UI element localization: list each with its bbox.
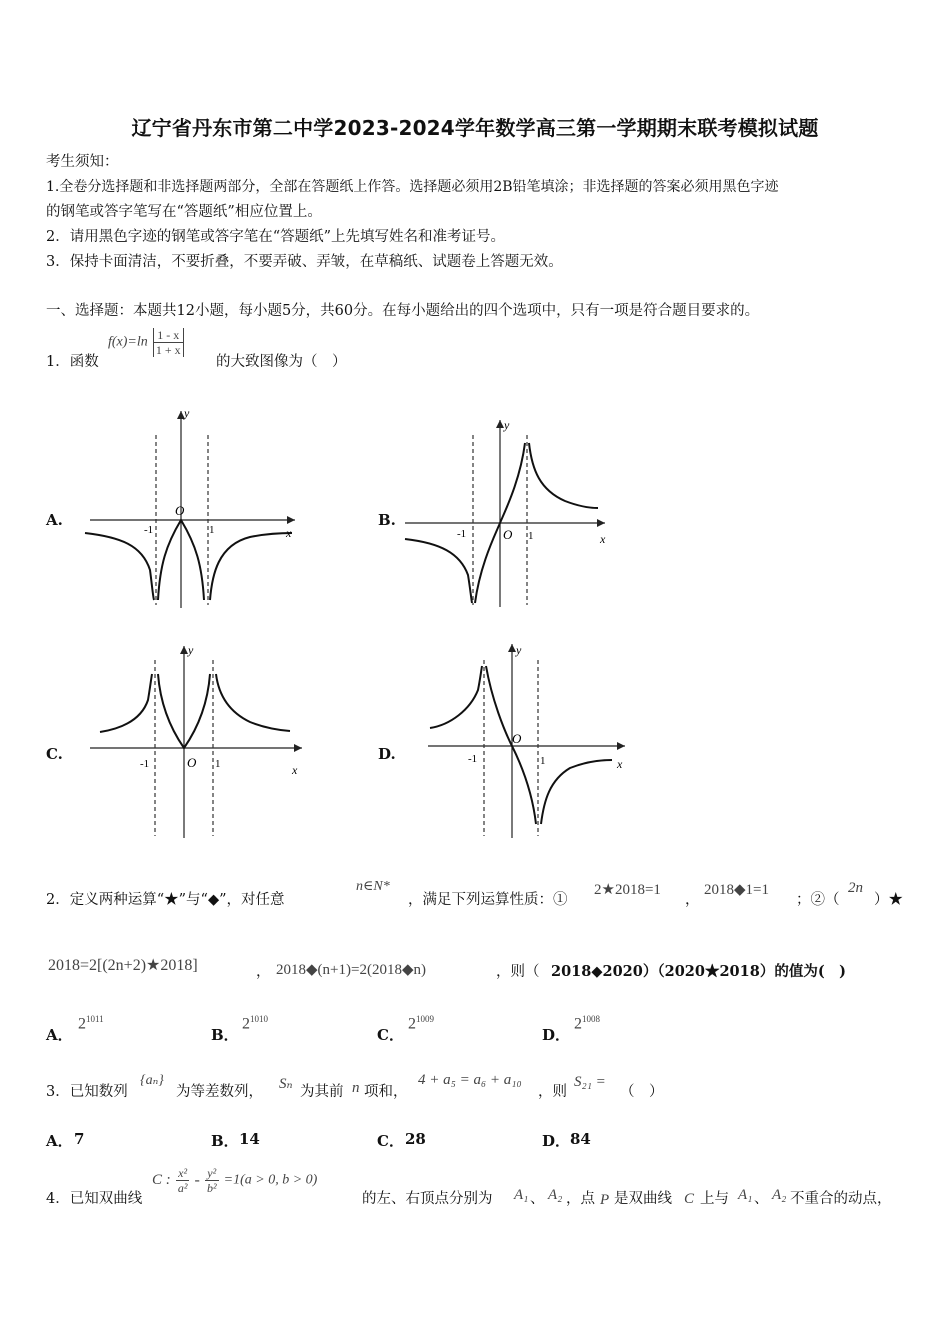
q4-a2: A₂ [548, 1187, 563, 1203]
q3-option-a-value: 7 [74, 1130, 85, 1148]
q4-y-den: b² [206, 1181, 217, 1195]
graph-b-curve-right [529, 443, 598, 508]
q4-minus: - [194, 1171, 200, 1189]
q4-a1-second: A₁ [738, 1187, 753, 1203]
q4-a2-second: A₂ [772, 1187, 787, 1203]
q1-fx: f(x)=ln [108, 334, 148, 350]
q3-option-c-value: 28 [405, 1130, 426, 1148]
graph-a-neg1: -1 [144, 524, 154, 536]
q2-option-c-value: $2^{1009}$ [408, 1014, 434, 1033]
q4-c-label: C : [152, 1172, 171, 1188]
q2-text-a: 2．定义两种运算“★”与“◆”，对任意 [46, 892, 285, 908]
q3-mid-3: 项和， [364, 1084, 408, 1100]
q2-expr-4: 2018=2[(2n+2)★2018] [48, 957, 198, 974]
q2-option-b-label: B． [211, 1026, 239, 1044]
graph-a-pos1: 1 [209, 524, 215, 536]
q1-graph-c [80, 640, 310, 840]
q3-option-b-label: B． [211, 1132, 239, 1150]
q4-condition: =1(a > 0, b > 0) [223, 1172, 318, 1188]
graph-d-curve-left [430, 666, 482, 728]
q3-option-a-label: A． [46, 1132, 73, 1150]
graph-c-neg1: -1 [140, 758, 150, 770]
q3-equation: 4 + a₅ = a₆ + a₁₀ [418, 1072, 522, 1088]
q2-expr-2: 2018◆1=1 [704, 882, 769, 898]
graph-c-curve-left [100, 674, 152, 732]
q4-mid-3: 是双曲线 [614, 1191, 672, 1207]
section-heading: 一、选择题：本题共12小题，每小题5分，共60分。在每小题给出的四个选项中，只有一项是符合题目要求的。 [46, 303, 760, 319]
q4-c: C [684, 1191, 695, 1207]
graph-d-pos1: 1 [540, 755, 546, 767]
q3-mid-4: ，则 [538, 1084, 567, 1100]
q1-graph-a [80, 405, 300, 610]
q2-option-a-value: $2^{1011}$ [78, 1014, 104, 1033]
notice-item-1-cont: 的钢笔或答字笔写在“答题纸”相应位置上。 [46, 204, 322, 220]
q4-dun-2: 、 [754, 1191, 769, 1207]
q3-sn: Sₙ [279, 1076, 293, 1092]
graph-b-curve-left [405, 539, 472, 603]
graph-c-pos1: 1 [215, 758, 221, 770]
q2-expr-3: 2n [848, 880, 863, 896]
q2-option-c-label: C． [377, 1026, 404, 1044]
q4-mid-5: 不重合的动点， [790, 1191, 892, 1207]
q4-p: P [600, 1192, 610, 1208]
q2-text-b: ，满足下列运算性质：① [408, 892, 568, 908]
q4-a1: A₁ [514, 1187, 529, 1203]
q2-expr-1: 2★2018=1 [594, 882, 661, 898]
graph-d-y-label: y [516, 643, 522, 657]
graph-a-curve-left [85, 533, 154, 600]
notice-heading: 考生须知： [46, 154, 119, 170]
q1-option-c-label: C. [46, 745, 63, 763]
graph-a-curve-right [210, 533, 292, 600]
graph-d-neg1: -1 [468, 753, 478, 765]
q1-formula [108, 328, 184, 372]
q3-option-b-value: 14 [239, 1130, 260, 1148]
graph-b-pos1: 1 [528, 530, 534, 542]
q4-x-num: x² [176, 1166, 190, 1181]
q1-option-b-label: B. [378, 511, 396, 529]
graph-c-y-label: y [188, 643, 194, 657]
notice-item-2: 2．请用黑色字迹的钢笔或答字笔在“答题纸”上先填写姓名和准考证号。 [46, 229, 506, 245]
q1-prefix: 1．函数 [46, 354, 99, 370]
graph-d-origin: O [512, 731, 522, 746]
q2-text-e: ，则（ [496, 964, 540, 980]
q4-mid-4: 上与 [700, 1191, 729, 1207]
q2-expr-5: 2018◆(n+1)=2(2018◆n) [276, 962, 426, 978]
q2-text-c: ；②（ [796, 892, 840, 908]
graph-a-x-label: x [286, 526, 292, 540]
graph-b-origin: O [503, 527, 513, 542]
q3-option-d-label: D． [542, 1132, 571, 1150]
q3-prefix: 3．已知数列 [46, 1084, 128, 1100]
q2-option-d-label: D． [542, 1026, 571, 1044]
q2-option-a-label: A． [46, 1026, 73, 1044]
graph-b-y-label: y [504, 418, 510, 432]
q2-sep-2: ， [256, 964, 271, 980]
notice-item-1: 1.全卷分选择题和非选择题两部分，全部在答题纸上作答。选择题必须用2B铅笔填涂；非选择题的答案必须用黑色字迹 [46, 179, 779, 195]
q4-mid-1: 的左、右顶点分别为 [362, 1191, 493, 1207]
q2-option-d-value: $2^{1008}$ [574, 1014, 600, 1033]
notice-item-3: 3．保持卡面清洁，不要折叠，不要弄破、弄皱，在草稿纸、试题卷上答题无效。 [46, 254, 563, 270]
q1-den: 1 + x [155, 343, 181, 357]
q4-prefix: 4．已知双曲线 [46, 1191, 143, 1207]
q1-suffix: 的大致图像为（ ） [216, 354, 347, 370]
q4-x-den: a² [177, 1181, 188, 1195]
graph-a-origin: O [175, 503, 185, 518]
q4-hyperbola-formula [152, 1166, 317, 1212]
q1-option-a-label: A. [46, 511, 63, 529]
q1-option-d-label: D. [378, 745, 396, 763]
q4-y-num: y² [205, 1166, 219, 1181]
page-title: 辽宁省丹东市第二中学2023-2024学年数学高三第一学期期末联考模拟试题 [131, 116, 819, 140]
q3-n: n [352, 1080, 360, 1096]
q1-num: 1 - x [154, 328, 183, 343]
graph-c-curve-right [216, 674, 290, 731]
graph-d-curve-mid [486, 666, 536, 824]
graph-a-y-label: y [184, 406, 190, 420]
q3-seq: {aₙ} [140, 1073, 164, 1088]
q2-nset: n∈N* [356, 879, 390, 894]
q2-text-d: ）★ [874, 892, 903, 908]
q3-mid-2: 为其前 [300, 1084, 344, 1100]
q1-graph-b [400, 415, 615, 610]
q3-suffix: （ ） [620, 1084, 664, 1100]
graph-d-x-label: x [617, 757, 623, 771]
q3-mid-1: 为等差数列， [176, 1084, 263, 1100]
q3-option-c-label: C． [377, 1132, 404, 1150]
graph-c-x-label: x [292, 763, 298, 777]
q3-option-d-value: 84 [570, 1130, 591, 1148]
q3-s21: S₂₁ = [574, 1074, 606, 1090]
q2-option-b-value: $2^{1010}$ [242, 1014, 268, 1033]
q2-sep-1: ， [685, 892, 700, 908]
graph-d-curve-right [541, 760, 612, 824]
q1-graph-d [420, 640, 635, 840]
q2-text-f: 2018◆2020）（2020★2018）的值为( ) [551, 963, 847, 980]
graph-c-origin: O [187, 755, 197, 770]
q4-mid-2: ，点 [566, 1191, 595, 1207]
graph-b-neg1: -1 [457, 528, 467, 540]
q4-dun-1: 、 [530, 1191, 545, 1207]
graph-b-x-label: x [600, 532, 606, 546]
